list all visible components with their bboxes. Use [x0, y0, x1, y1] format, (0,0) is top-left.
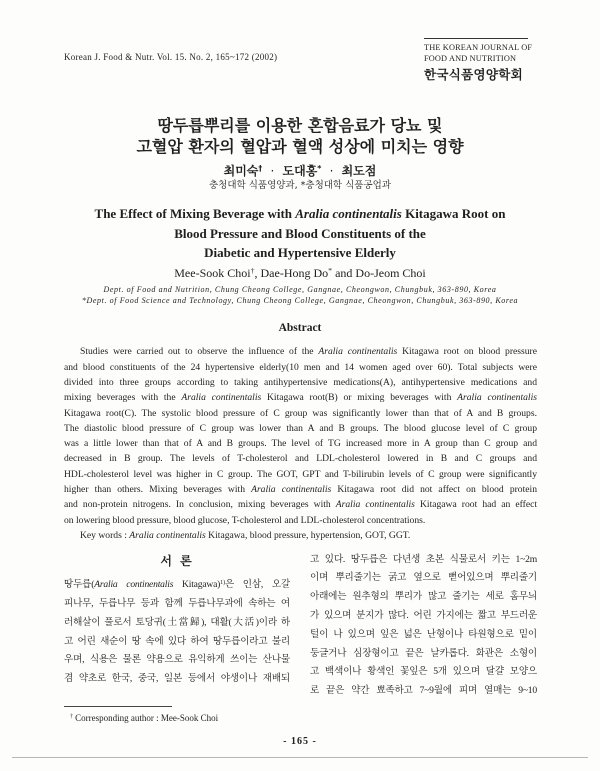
- italic-text: Aralia continentalis: [335, 499, 415, 511]
- text-run: Kitagawa root on blood pressure: [397, 346, 537, 358]
- title-korean-line: 고혈압 환자의 혈압과 혈액 성상에 미치는 영향: [136, 137, 464, 156]
- abstract-line: [64, 482, 537, 497]
- text-run: higher than others. Mixing beverages with: [64, 484, 252, 496]
- footnote-mark: †: [70, 714, 73, 721]
- keywords: [80, 528, 537, 543]
- body-text-line: [310, 626, 537, 645]
- abstract-line: [64, 390, 537, 405]
- text-run: 고 있다. 땅두릅은 다년생 초본 식물로서 키는 1~2m: [310, 553, 537, 565]
- title-english-line: [0, 224, 600, 244]
- italic-text: Aralia continentalis: [181, 392, 262, 404]
- journal-name-en-line1: THE KOREAN JOURNAL OF: [424, 43, 533, 52]
- text-run: Kitagawa root(C). The systolic blood pressure of C group was significantly lower than that of A and B groups.: [64, 407, 537, 419]
- body-text-line: [64, 595, 290, 614]
- superscript-text: †: [250, 266, 255, 276]
- title-english: [0, 204, 600, 263]
- abstract-line: [64, 513, 537, 528]
- body-text-line: [64, 633, 290, 652]
- text-run: and non-protein nitrogens. In conclusion, mixing beverages with: [64, 499, 336, 511]
- text-run: Kitagawa Root on: [401, 206, 506, 221]
- text-run: 은 인삼, 오갈: [224, 579, 290, 591]
- body-text-line: [310, 588, 537, 607]
- italic-text: Aralia continentalis: [94, 579, 174, 591]
- abstract-line: [64, 467, 537, 482]
- author-separator: ·: [329, 164, 334, 178]
- journal-citation: Korean J. Food & Nutr. Vol. 15. No. 2, 165~172 (2002): [64, 52, 278, 62]
- authors-korean: [0, 163, 600, 179]
- text-run: 겸 약초로 한국, 중국, 일본 등에서 야생이나 재배되: [64, 673, 290, 685]
- text-run: 둥글거나 심장형이고 끝은 날카롭다. 화관은 소형이: [310, 647, 537, 659]
- italic-text: Aralia continentalis: [295, 206, 402, 221]
- text-run: 털이 나 있으며 잎은 넓은 난형이나 타원형으로 밑이: [310, 628, 537, 640]
- text-run: Blood Pressure and Blood Constituents of the: [174, 225, 426, 241]
- abstract-heading: Abstract: [278, 322, 322, 334]
- author-mark: *: [317, 164, 322, 174]
- abstract-line: [64, 451, 537, 466]
- body-text-line: [310, 645, 537, 664]
- abstract-line: [64, 360, 537, 375]
- body-text-line: [310, 551, 537, 570]
- italic-text: Aralia continentalis: [129, 529, 206, 541]
- affiliation-korean: 충청대학 식품영양과, *충청대학 식품공업과: [208, 180, 392, 191]
- body-text-line: [64, 614, 290, 633]
- footnote: [70, 712, 218, 724]
- footnote-rule: [64, 706, 172, 707]
- text-run: HDL-cholesterol level was higher in C group. The GOT, GPT and T-bilirubin levels of C group were significantly: [64, 468, 537, 480]
- journal-name-ko: 한국식품영양학회: [424, 67, 524, 82]
- section-heading-introduction: 서 론: [160, 554, 194, 568]
- author-separator: ·: [270, 164, 275, 178]
- authors-english: [0, 265, 600, 281]
- text-run: on lowering blood pressure, blood glucose, T-cholesterol and LDL-cholesterol concentrations.: [64, 514, 426, 526]
- abstract-line: [64, 421, 537, 436]
- text-run: mixing beverages with the: [64, 392, 182, 404]
- text-run: Kitagawa root had an effect: [414, 499, 537, 511]
- text-run: and blood constituents of the 24 hypertensive elderly(10 men and 14 women aged over 60). Total subjects were: [64, 361, 537, 373]
- affiliations-english: [0, 284, 600, 306]
- title-korean-line: 땅두릅뿌리를 이용한 혼합음료가 당뇨 및: [157, 116, 443, 135]
- text-run: 아래에는 원추형의 뿌리가 많고 줄기는 세로 홈무늬: [310, 591, 537, 603]
- affiliation-english-line: *Dept. of Food Science and Technology, Chung Cheong College, Gangnae, Cheongwon, Chungbuk, 363-890, Korea: [81, 296, 519, 305]
- affiliation-english-line: Dept. of Food and Nutrition, Chung Cheong College, Gangnae, Cheongwon, Chungbuk, 363-890, Korea: [103, 285, 497, 294]
- text-run: Kitagawa root(B) or mixing beverages with: [261, 392, 458, 404]
- body-text-line: [64, 651, 290, 670]
- body-text-line: [310, 682, 537, 701]
- body-text-line: [310, 569, 537, 588]
- text-run: Diabetic and Hypertensive Elderly: [204, 245, 396, 260]
- text-run: 가 있으며 분지가 많다. 어린 가지에는 짧고 부드러운: [310, 609, 537, 621]
- abstract-line: [64, 344, 537, 359]
- body-column-left: [64, 576, 290, 689]
- text-run: Kitagawa): [173, 579, 221, 591]
- title-english-line: [0, 243, 600, 263]
- title-english-line: [0, 204, 600, 224]
- text-run: decreased in B group. The levels of T-cholesterol and LDL-cholesterol lowered in B and C groups and: [64, 453, 537, 465]
- text-run: 고 백색이나 황색인 꽃잎은 5개 있으며 달걀 모양으: [310, 666, 537, 678]
- text-run: The Effect of Mixing Beverage with: [94, 206, 296, 221]
- masthead-rule: [424, 38, 528, 39]
- page-bottom-rule: [12, 757, 588, 758]
- text-run: 우며, 식용은 물론 약용으로 유익하게 쓰이는 산나물: [64, 654, 290, 666]
- journal-name-en-line2: FOOD AND NUTRITION: [424, 53, 517, 63]
- text-run: and Do-Jeom Choi: [332, 266, 426, 280]
- text-run: 로 끝은 약간 뾰족하고 7~9월에 피며 열매는 9~10: [310, 685, 537, 697]
- superscript-text: *: [328, 266, 333, 276]
- footnote-text: Corresponding author : Mee-Sook Choi: [72, 713, 219, 723]
- text-run: Mee-Sook Choi: [174, 266, 251, 280]
- abstract-line: [64, 497, 537, 512]
- italic-text: Aralia continentalis: [318, 346, 398, 358]
- text-run: Studies were carried out to observe the influence of the: [80, 346, 319, 358]
- abstract-line: [64, 436, 537, 451]
- author-name: 도대홍: [282, 164, 318, 178]
- text-run: divided into three groups according to taking antihypertensive medications(A), antihypertensive medications and: [64, 376, 537, 388]
- abstract-body: [64, 344, 537, 528]
- body-text-line: [310, 663, 537, 682]
- italic-text: Aralia continentalis: [457, 392, 537, 404]
- body-text-line: [64, 576, 290, 595]
- journal-masthead: [424, 38, 533, 83]
- superscript-text: 1): [220, 579, 225, 587]
- author-name: 최미숙: [223, 164, 259, 178]
- text-run: 고 어린 새순이 땅 속에 있다 하여 땅두릅이라고 불리: [64, 635, 290, 647]
- author-mark: †: [258, 164, 263, 174]
- page-number: - 165 -: [283, 736, 317, 747]
- title-korean: [0, 115, 600, 157]
- abstract-line: [64, 375, 537, 390]
- text-run: 이며 뿌리줄기는 굵고 옆으로 뻗어있으며 뿌리줄기: [310, 572, 537, 584]
- body-text-line: [64, 670, 290, 689]
- text-run: Key words :: [80, 529, 130, 541]
- text-run: The diastolic blood pressure of C group was lower than A and B groups. The blood glucose level of C group: [64, 422, 537, 434]
- text-run: , Dae-Hong Do: [254, 266, 329, 280]
- text-run: 러해살이 풀로서 토당귀(土當歸), 대활(大活)이라 하: [64, 616, 290, 628]
- body-text-line: [310, 607, 537, 626]
- text-run: 땅두릅(: [64, 579, 95, 591]
- text-run: Kitagawa, blood pressure, hypertension, GOT, GGT.: [205, 529, 411, 541]
- abstract-line: [64, 406, 537, 421]
- author-name: 최도점: [341, 164, 377, 178]
- italic-text: Aralia continentalis: [251, 484, 332, 496]
- body-column-right: [310, 551, 537, 701]
- text-run: was a little lower than that of A and B groups. The level of TG increased more in A group than C group and: [64, 438, 537, 450]
- text-run: Kitagawa root did not affect on blood protein: [331, 484, 537, 496]
- text-run: 피나무, 두릅나무 등과 함께 두릅나무과에 속하는 여: [64, 597, 290, 609]
